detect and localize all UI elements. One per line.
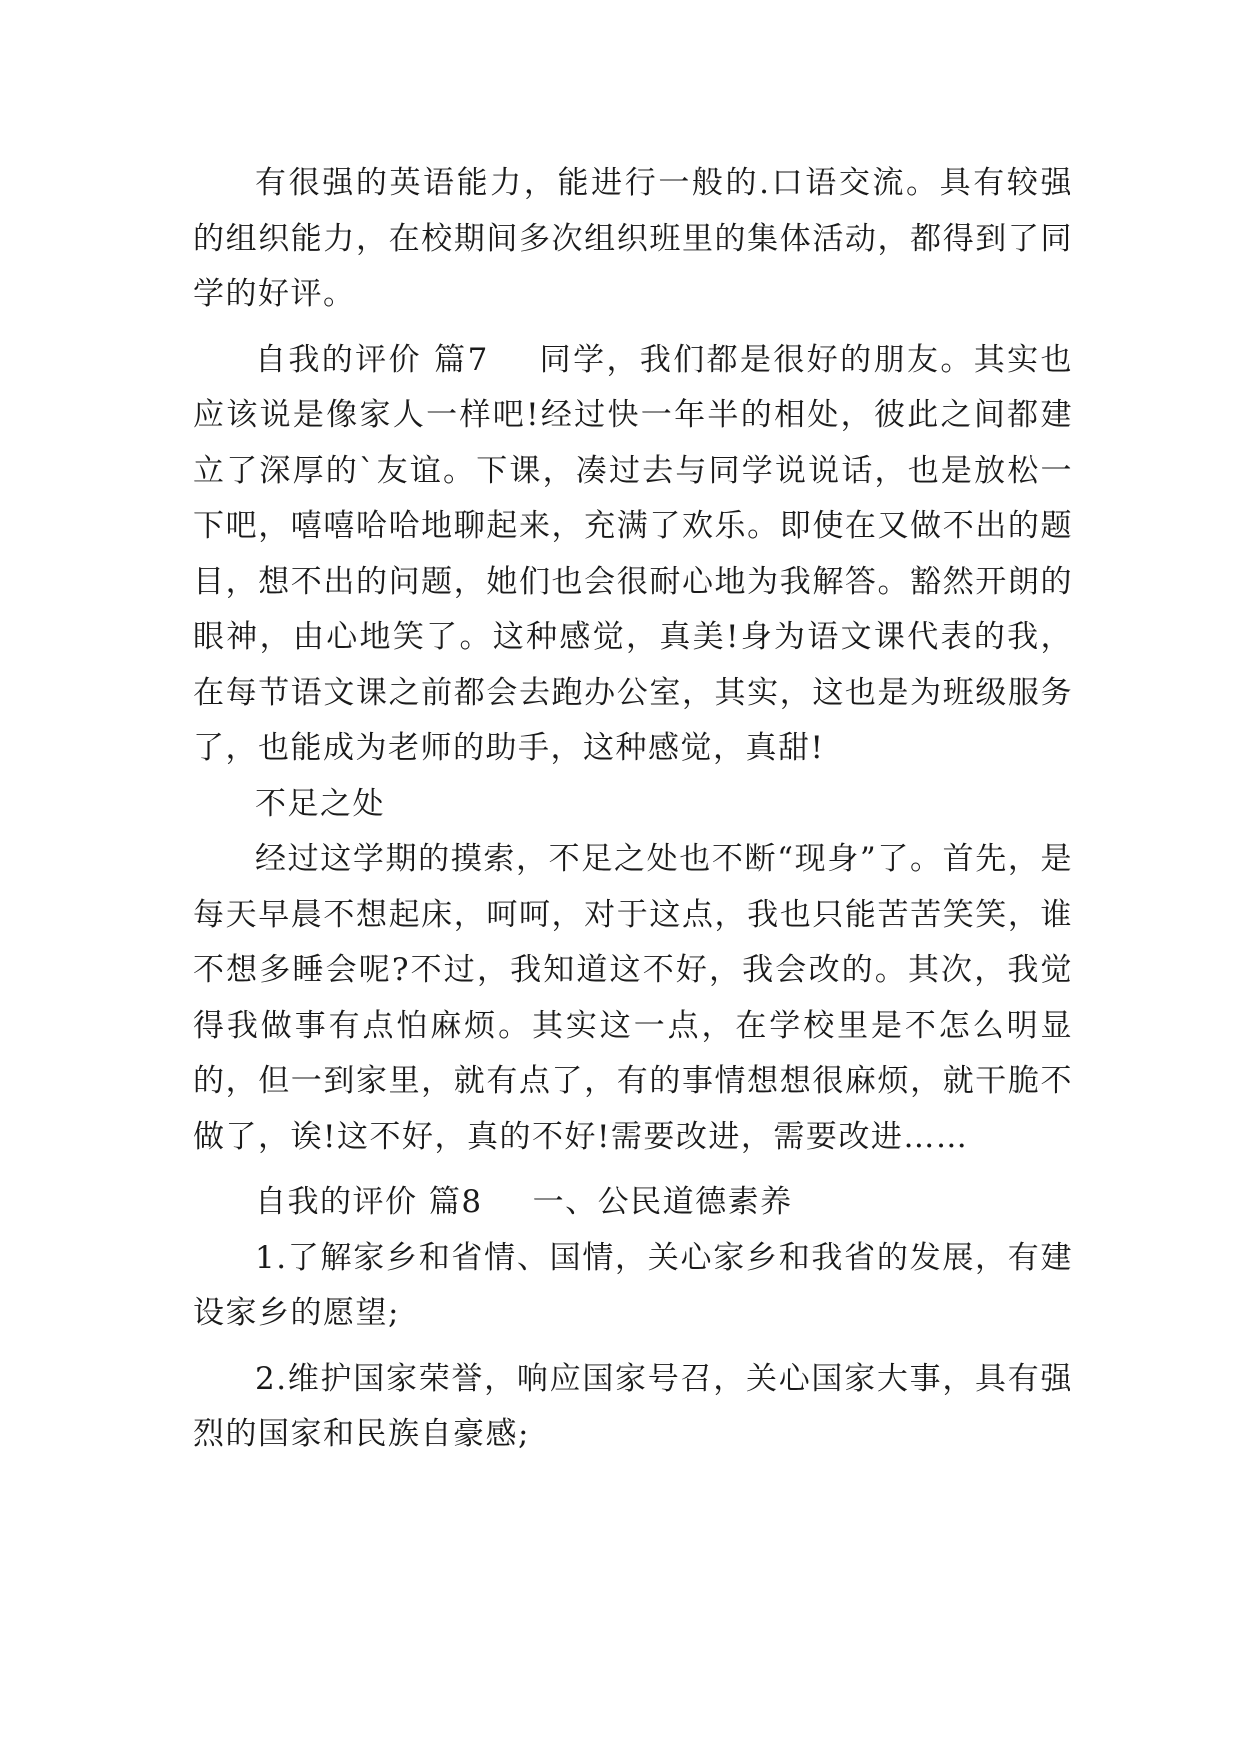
document-body [193,156,1073,1473]
list-item-2: 2.维护国家荣誉，响应国家号召，关心国家大事，具有强烈的国家和民族自豪感; [193,1360,1073,1452]
paragraph-english-ability: 有很强的英语能力，能进行一般的.口语交流。具有较强的组织能力，在校期间多次组织班里的集体活动，都得到了同学的好评。 [193,165,1073,312]
list-item-1: 1.了解家乡和省情、国情，关心家乡和我省的发展，有建设家乡的愿望; [193,1239,1073,1331]
section-7-heading: 自我的评价 篇7 [255,341,489,378]
paragraph-section-7 [193,333,1073,777]
section-7-body: 同学，我们都是很好的朋友。其实也应该说是像家人一样吧!经过快一年半的相处，彼此之间都建立了深厚的`友谊。下课，凑过去与同学说说话，也是放松一下吧，嘻嘻哈哈地聊起来，充满了欢乐。即使在又做不出的题目，想不出的问题，她们也会很耐心地为我解答。豁然开朗的眼神，由心地笑了。这种感觉，真美!身为语文课代表的我，在每节语文课之前都会去跑办公室，其实，这也是为班级服务了，也能成为老师的助手，这种感觉，真甜! [193,341,1074,766]
section-8-heading: 自我的评价 篇8 [255,1184,483,1220]
section-8-body: 一、公民道德素养 [532,1184,793,1220]
paragraph-section-8 [193,1175,1073,1231]
heading-shortcomings: 不足之处 [255,785,385,822]
paragraph-shortcomings: 经过这学期的摸索，不足之处也不断“现身”了。首先，是每天早晨不想起床，呵呵，对于这点，我也只能苦苦笑笑，谁不想多睡会呢?不过，我知道这不好，我会改的。其次，我觉得我做事有点怕麻烦。其实这一点，在学校里是不怎么明显的，但一到家里，就有点了，有的事情想想很麻烦，就干脆不做了，诶!这不好，真的不好!需要改进，需要改进…… [193,841,1073,1155]
